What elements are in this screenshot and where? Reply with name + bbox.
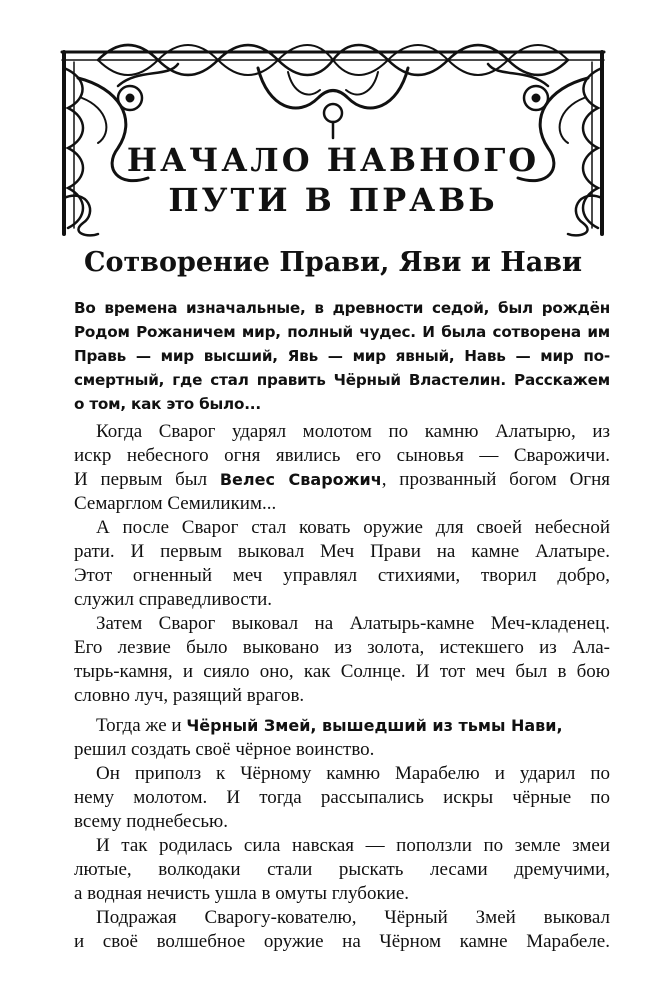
- body-line: Когда Сварог ударял молотом по камню Алатырю, из: [96, 421, 610, 442]
- body-text: , прозванный богом Огня: [381, 469, 610, 490]
- body-line: Затем Сварог выковал на Алатырь-камне Меч-кладенец.: [96, 613, 610, 634]
- body-line: Семарглом Семиликим...: [74, 493, 277, 514]
- body-line: И так родилась сила навская — поползли по земле змеи: [96, 835, 610, 856]
- chapter-title: [58, 140, 608, 220]
- body-line: Его лезвие было выковано из золота, истекшего из Ала-: [74, 637, 610, 658]
- body-line: тырь-камня, и сияло оно, как Солнце. И тот меч был в бою: [74, 661, 610, 682]
- body-text: Тогда же и: [96, 715, 187, 736]
- body-line: Этот огненный меч управлял стихиями, творил добро,: [74, 565, 610, 586]
- chapter-title-line-2: ПУТИ В ПРАВЬ: [168, 181, 498, 219]
- bold-name: Велес Сварожич: [219, 470, 382, 489]
- body-line: Подражая Сварогу-кователю, Чёрный Змей выковал: [96, 907, 610, 928]
- bold-name: Чёрный Змей, вышедший из тьмы Нави,: [186, 716, 563, 735]
- body-part-1: [74, 420, 610, 708]
- body-line: рати. И первым выковал Меч Прави на камне Алатыре.: [74, 541, 610, 562]
- body-line: и своё волшебное оружие на Чёрном камне Марабеле.: [74, 931, 610, 952]
- body-line: [74, 468, 610, 492]
- body-line: Он приполз к Чёрному камню Марабелю и ударил по: [96, 763, 610, 784]
- intro-line: Родом Рожаничем мир, полный чудес. И была сотворена им: [74, 323, 610, 341]
- body-part-2: [74, 714, 610, 954]
- body-text: И первым был: [74, 469, 220, 490]
- intro-line: Правь — мир высший, Явь — мир явный, Навь — мир по-: [74, 347, 610, 365]
- body-line: искр небесного огня явились его сыновья — Сварожичи.: [74, 445, 610, 466]
- body-line: служил справедливости.: [74, 589, 273, 610]
- body-line: А после Сварог стал ковать оружие для своей небесной: [96, 517, 610, 538]
- intro-line: о том, как это было...: [74, 395, 261, 413]
- section-title: Сотворение Прави, Яви и Нави: [83, 247, 583, 278]
- intro-line: Во времена изначальные, в древности седой, был рождён: [74, 299, 610, 317]
- intro-line: смертный, где стал править Чёрный Властелин. Расскажем: [74, 371, 610, 389]
- body-line: всему поднебесью.: [74, 811, 228, 832]
- body-line: решил создать своё чёрное воинство.: [74, 739, 375, 760]
- chapter-title-line-1: НАЧАЛО НАВНОГО: [126, 141, 540, 179]
- intro-paragraph: [74, 296, 610, 416]
- body-line: лютые, волкодаки стали рыскать лесами дремучими,: [74, 859, 610, 880]
- body-line: а водная нечисть ушла в омуты глубокие.: [74, 883, 410, 904]
- body-line: [74, 714, 610, 738]
- body-line: словно луч, разящий врагов.: [74, 685, 305, 706]
- body-line: нему молотом. И тогда рассыпались искры чёрные по: [74, 787, 610, 808]
